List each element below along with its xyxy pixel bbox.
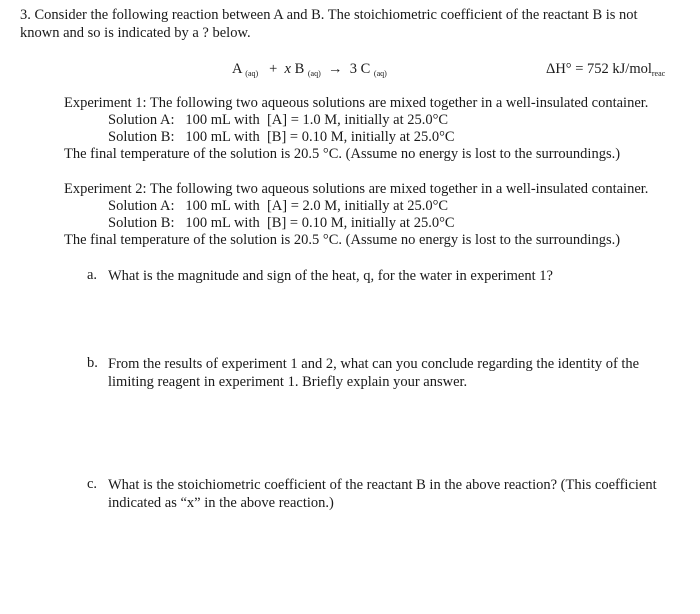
plus-sign: +	[269, 61, 278, 77]
question-b-text: From the results of experiment 1 and 2, what can you conclude regarding the identity of the limiting reagent in experiment 1. Briefly explain your answer.	[108, 356, 640, 390]
reaction-arrow: →	[328, 61, 343, 77]
enthalpy-label: ΔH°	[546, 61, 572, 77]
experiment1-final: The final temperature of the solution is 20.5 °C. (Assume no energy is lost to the surroundings.)	[64, 146, 621, 162]
question-c-letter: c.	[87, 476, 98, 492]
enthalpy-unit-sub: reac	[651, 69, 666, 78]
reaction-equation	[232, 61, 387, 79]
problem-intro: 3. Consider the following reaction between A and B. The stoichiometric coefficient of the reactant B is not known and so is indicated by a ? below.	[20, 7, 638, 41]
enthalpy-change	[546, 61, 665, 79]
reactant-b: B	[294, 61, 305, 77]
question-a-letter: a.	[87, 267, 98, 283]
experiment2-solution-b: Solution B: 100 mL with [B] = 0.10 M, initially at 25.0°C	[108, 215, 455, 231]
reactant-a: A	[232, 61, 242, 77]
product: 3 C	[349, 61, 371, 77]
experiment1-header: Experiment 1: The following two aqueous solutions are mixed together in a well-insulated container.	[64, 95, 649, 111]
enthalpy-value: = 752 kJ/mol	[575, 61, 652, 77]
question-a-text: What is the magnitude and sign of the heat, q, for the water in experiment 1?	[108, 268, 553, 284]
reactant-a-state: (aq)	[245, 69, 259, 78]
experiment1-solution-b: Solution B: 100 mL with [B] = 0.10 M, initially at 25.0°C	[108, 129, 455, 145]
experiment1-solution-a: Solution A: 100 mL with [A] = 1.0 M, initially at 25.0°C	[108, 112, 449, 128]
question-b-letter: b.	[87, 355, 98, 371]
experiment2-final: The final temperature of the solution is 20.5 °C. (Assume no energy is lost to the surroundings.)	[64, 232, 621, 248]
question-c-text: What is the stoichiometric coefficient of the reactant B in the above reaction? (This coefficient indicated as “x” in the above reaction.)	[108, 477, 657, 511]
reactant-b-state: (aq)	[307, 69, 321, 78]
product-state: (aq)	[373, 69, 387, 78]
coefficient-x: x	[284, 61, 291, 77]
experiment2-solution-a: Solution A: 100 mL with [A] = 2.0 M, initially at 25.0°C	[108, 198, 449, 214]
experiment2-header: Experiment 2: The following two aqueous solutions are mixed together in a well-insulated container.	[64, 181, 649, 197]
